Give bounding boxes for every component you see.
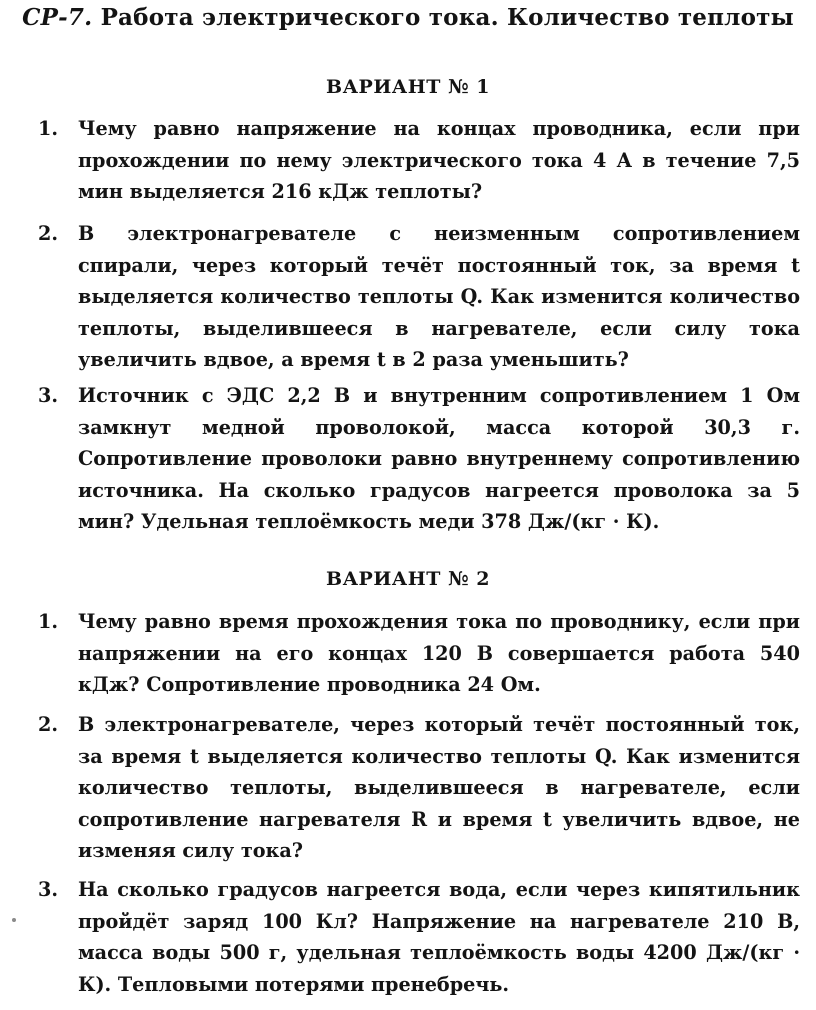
task-text: В электронагревателе, через который течёт постоянный ток, за время t выделяется количество теплоты Q. Как изменится количество теплоты, выделившееся в нагревателе, если сопротивление нагревателя R и время t увеличить вдвое, не изменяя силу тока? (78, 713, 800, 862)
variant-1-task-1 (38, 113, 800, 208)
variant-1-heading: ВАРИАНТ № 1 (326, 76, 490, 98)
task-text: Чему равно напряжение на концах проводника, если при прохождении по нему электрического тока 4 А в течение 7,5 мин выделяется 216 кДж теплоты? (78, 117, 800, 203)
task-number: 1. (38, 610, 59, 633)
task-number: 1. (38, 117, 59, 140)
worksheet-title: Работа электрического тока. Количество теплоты (100, 4, 794, 31)
page-title (0, 4, 816, 31)
variant-1-task-3 (38, 380, 800, 538)
task-number: 3. (38, 878, 59, 901)
variant-2-heading: ВАРИАНТ № 2 (326, 568, 490, 590)
task-text: В электронагревателе с неизменным сопротивлением спирали, через который течёт постоянный ток, за время t выделяется количество теплоты Q. Как изменится количество теплоты, выделившееся в нагревателе, если силу тока увеличить вдвое, а время t в 2 раза уменьшить? (78, 222, 800, 371)
worksheet-code: СР-7. (22, 4, 93, 31)
task-number: 2. (38, 222, 59, 245)
variant-2-task-2 (38, 709, 800, 867)
task-number: 2. (38, 713, 59, 736)
task-number: 3. (38, 384, 59, 407)
task-text: Чему равно время прохождения тока по проводнику, если при напряжении на его концах 120 В совершается работа 540 кДж? Сопротивление проводника 24 Ом. (78, 610, 800, 696)
variant-2-task-1 (38, 606, 800, 701)
variant-1-task-2 (38, 218, 800, 376)
task-text: Источник с ЭДС 2,2 В и внутренним сопротивлением 1 Ом замкнут медной проволокой, масса которой 30,3 г. Сопротивление проволоки равно внутреннему сопротивлению источника. На сколько градусов нагреется проволока за 5 мин? Удельная теплоёмкость меди 378 Дж/(кг · К). (78, 384, 800, 533)
scan-dot-mark (12, 918, 16, 922)
variant-2-task-3 (38, 874, 800, 1000)
task-text: На сколько градусов нагреется вода, если через кипятильник пройдёт заряд 100 Кл? Напряжение на нагревателе 210 В, масса воды 500 г, удельная теплоёмкость воды 4200 Дж/(кг · К). Тепловыми потерями пренебречь. (78, 878, 800, 996)
